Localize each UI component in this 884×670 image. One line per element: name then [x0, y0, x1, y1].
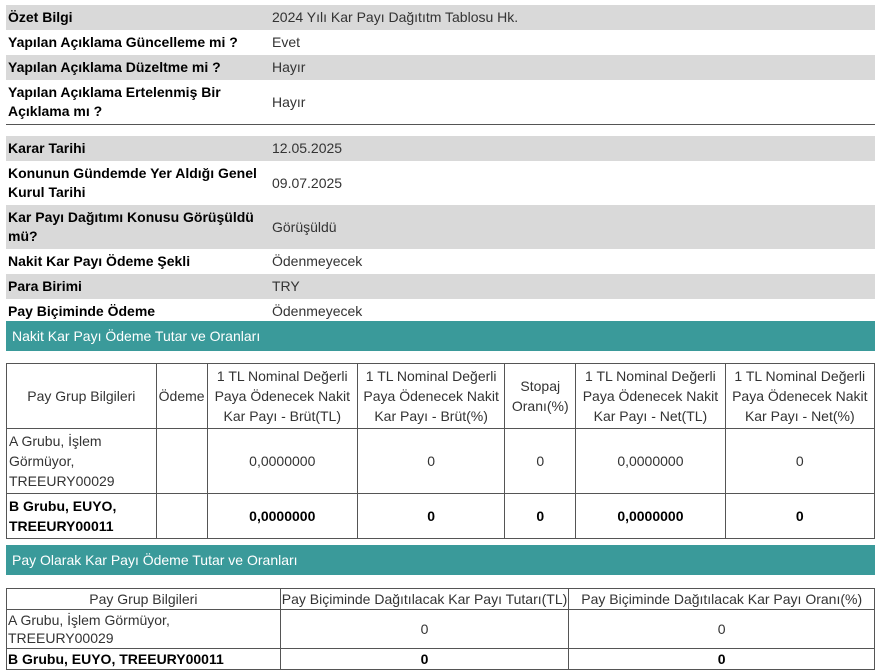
- summary-label: Özet Bilgi: [6, 5, 268, 30]
- header-cell: 1 TL Nominal Değerli Paya Ödenecek Nakit Kar Payı - Net(%): [725, 364, 874, 429]
- correction-row: [6, 55, 875, 80]
- summary-table: [6, 5, 875, 124]
- header-cell: Pay Biçiminde Dağıtılacak Kar Payı Tutarı(TL): [280, 589, 569, 610]
- divider: [6, 124, 875, 125]
- cash-section-header: Nakit Kar Payı Ödeme Tutar ve Oranları: [6, 321, 875, 351]
- decision-date-label: Karar Tarihi: [6, 136, 268, 161]
- table-cell: 0: [357, 429, 504, 494]
- header-cell: Pay Grup Bilgileri: [7, 364, 157, 429]
- table-cell: B Grubu, EUYO, TREEURY00011: [7, 649, 281, 670]
- table-cell: 0: [505, 494, 576, 539]
- cash-dividend-table: [6, 363, 875, 539]
- table-cell: 0: [569, 649, 875, 670]
- header-cell: 1 TL Nominal Değerli Paya Ödenecek Nakit Kar Payı - Net(TL): [576, 364, 725, 429]
- deferred-value: Hayır: [272, 93, 306, 110]
- table-cell: 0: [569, 610, 875, 649]
- table-cell: [156, 429, 207, 494]
- general-assembly-row: [6, 161, 875, 205]
- summary-value: 2024 Yılı Kar Payı Dağıtıtm Tablosu Hk.: [268, 5, 875, 30]
- payment-method-row: [6, 249, 875, 274]
- table-cell: 0: [357, 494, 504, 539]
- table-cell: A Grubu, İşlem Görmüyor, TREEURY00029: [7, 429, 157, 494]
- table-cell: 0,0000000: [207, 494, 357, 539]
- table-row: [7, 610, 875, 649]
- share-payment-value: Ödenmeyecek: [272, 303, 363, 319]
- table-cell: 0: [725, 494, 874, 539]
- decision-table: [6, 136, 875, 324]
- decision-date-row: [6, 136, 875, 161]
- update-row: [6, 30, 875, 55]
- correction-value: Hayır: [268, 55, 875, 80]
- update-value: Evet: [272, 34, 301, 50]
- discussed-row: [6, 205, 875, 249]
- table-cell: 0,0000000: [576, 429, 725, 494]
- general-assembly-value: 09.07.2025: [272, 174, 343, 191]
- currency-label: Para Birimi: [6, 274, 268, 299]
- header-cell: Pay Grup Bilgileri: [7, 589, 281, 610]
- table-header-row: [7, 589, 875, 610]
- table-row: [7, 429, 875, 494]
- share-section-header: Pay Olarak Kar Payı Ödeme Tutar ve Oranları: [6, 545, 875, 575]
- header-cell: 1 TL Nominal Değerli Paya Ödenecek Nakit Kar Payı - Brüt(TL): [207, 364, 357, 429]
- table-header-row: [7, 364, 875, 429]
- discussed-value: Görüşüldü: [268, 205, 875, 249]
- update-label: Yapılan Açıklama Güncelleme mi ?: [8, 34, 238, 50]
- header-cell: 1 TL Nominal Değerli Paya Ödenecek Nakit Kar Payı - Brüt(%): [357, 364, 504, 429]
- table-row: [7, 649, 875, 670]
- table-cell: 0,0000000: [576, 494, 725, 539]
- table-cell: A Grubu, İşlem Görmüyor, TREEURY00029: [7, 610, 281, 649]
- header-cell: Stopaj Oranı(%): [505, 364, 576, 429]
- general-assembly-label: Konunun Gündemde Yer Aldığı Genel Kurul Tarihi: [8, 165, 257, 200]
- currency-value: TRY: [268, 274, 875, 299]
- table-row: [7, 494, 875, 539]
- header-cell: Pay Biçiminde Dağıtılacak Kar Payı Oranı(%): [569, 589, 875, 610]
- table-cell: B Grubu, EUYO, TREEURY00011: [7, 494, 157, 539]
- decision-date-value: 12.05.2025: [268, 136, 875, 161]
- table-cell: 0: [725, 429, 874, 494]
- header-cell: Ödeme: [156, 364, 207, 429]
- discussed-label: Kar Payı Dağıtımı Konusu Görüşüldü mü?: [6, 205, 268, 249]
- summary-row: [6, 5, 875, 30]
- table-cell: 0: [280, 649, 569, 670]
- payment-method-value: Ödenmeyecek: [272, 253, 363, 269]
- share-dividend-table: [6, 588, 875, 670]
- table-cell: [156, 494, 207, 539]
- payment-method-label: Nakit Kar Payı Ödeme Şekli: [8, 253, 191, 269]
- table-cell: 0: [280, 610, 569, 649]
- currency-row: [6, 274, 875, 299]
- table-cell: 0,0000000: [207, 429, 357, 494]
- deferred-label: Yapılan Açıklama Ertelenmiş Bir Açıklama mı ?: [8, 84, 221, 119]
- deferred-row: [6, 80, 875, 124]
- table-cell: 0: [505, 429, 576, 494]
- correction-label: Yapılan Açıklama Düzeltme mi ?: [6, 55, 268, 80]
- share-payment-label: Pay Biçiminde Ödeme: [8, 303, 156, 319]
